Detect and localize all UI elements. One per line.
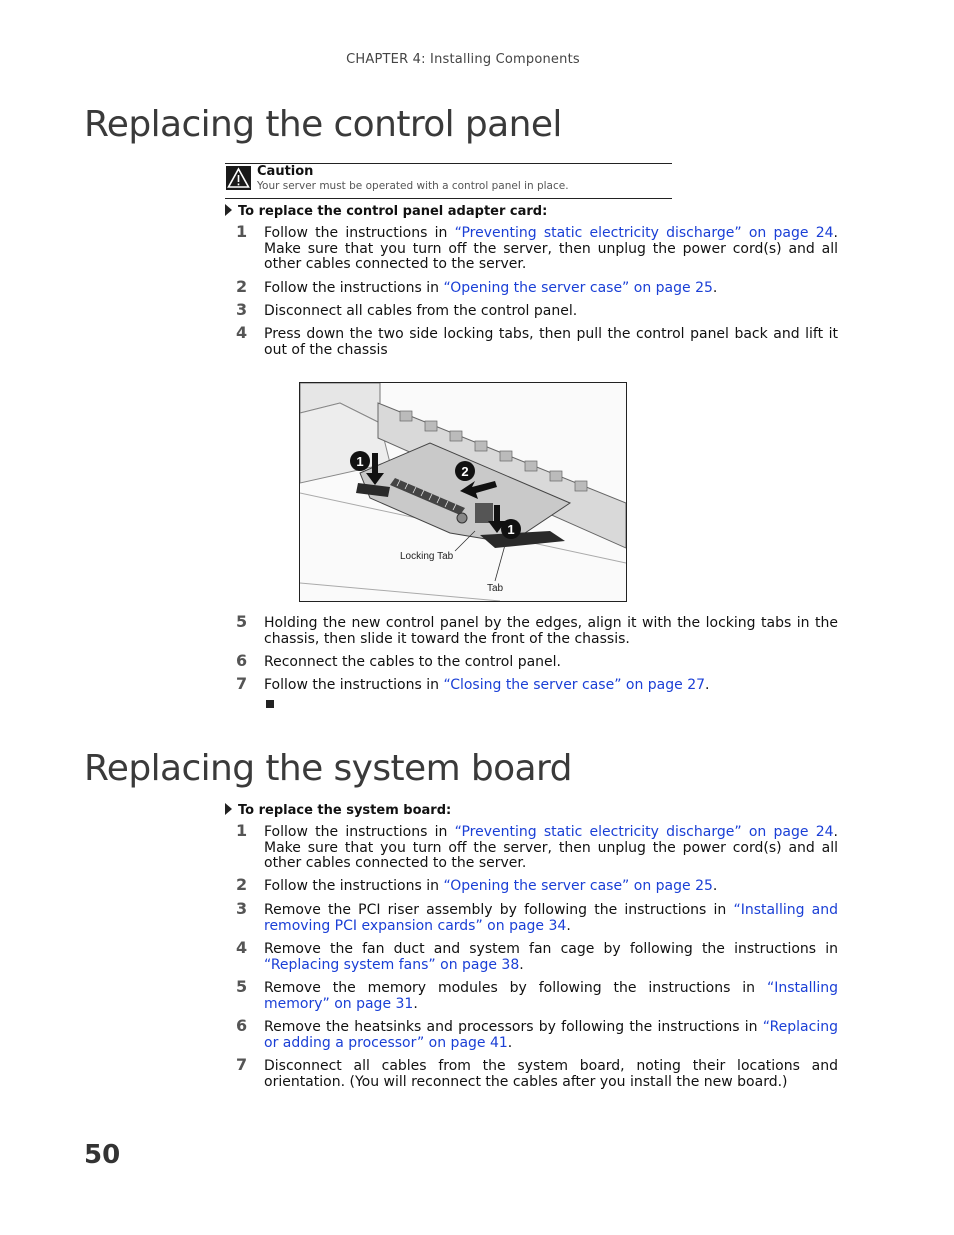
- callout-label-1b: 1: [507, 522, 515, 537]
- cross-reference-link[interactable]: “Installing and removing PCI expansion cards” on page 34: [264, 902, 838, 934]
- cross-reference-link[interactable]: “Opening the server case” on page 25: [443, 878, 713, 894]
- step-text: [264, 981, 838, 1012]
- procedure-title: To replace the control panel adapter card:: [238, 204, 548, 219]
- step-text: [264, 678, 838, 694]
- step-number: 6: [236, 651, 248, 670]
- cross-reference-link[interactable]: “Closing the server case” on page 27: [443, 677, 706, 693]
- figure-label-tab: Tab: [487, 583, 504, 594]
- step-text-tail: . Make sure that you turn off the server, then unplug the power cord(s) and all other cables connected to the server.: [264, 225, 838, 272]
- procedure-heading-system-board: [225, 803, 451, 818]
- step-text-body: Holding the new control panel by the edges, align it with the locking tabs in the chassis, then slide it toward the front of the chassis.: [264, 615, 838, 647]
- cross-reference-link[interactable]: “Installing memory” on page 31: [264, 980, 838, 1012]
- step-number: 1: [236, 222, 248, 241]
- cross-reference-link[interactable]: “Opening the server case” on page 25: [443, 280, 713, 296]
- step-text-tail: .: [705, 677, 710, 693]
- step-text-body: Press down the two side locking tabs, then pull the control panel back and lift it out of the chassis: [264, 326, 838, 358]
- running-head-text: CHAPTER 4: Installing Components: [346, 52, 580, 67]
- warning-triangle-icon: [226, 166, 251, 190]
- step-text: [264, 879, 838, 895]
- step-text-tail: . Make sure that you turn off the server, then unplug the power cord(s) and all other cables connected to the server.: [264, 824, 838, 871]
- step-text: [264, 1020, 838, 1051]
- running-head: [0, 52, 954, 67]
- step-text: [264, 903, 838, 934]
- caution-title: Caution: [257, 164, 314, 179]
- step-text-body: Remove the PCI riser assembly by following the instructions in: [264, 902, 734, 918]
- step-text: [264, 226, 838, 273]
- step-text: [264, 281, 838, 297]
- procedure-arrow-icon: [225, 803, 232, 815]
- step-number: 3: [236, 899, 248, 918]
- step-number: 3: [236, 300, 248, 319]
- step-text: [264, 304, 838, 320]
- step-number: 6: [236, 1016, 248, 1035]
- caution-text: Your server must be operated with a control panel in place.: [257, 180, 569, 192]
- step-text-tail: .: [519, 956, 524, 973]
- step-text: [264, 942, 838, 973]
- step-text-body: Remove the fan duct and system fan cage by following the instructions in: [264, 941, 838, 957]
- step-number: 2: [236, 277, 248, 296]
- cross-reference-link[interactable]: “Replacing or adding a processor” on page 41: [264, 1019, 838, 1051]
- step-text-body: Follow the instructions in: [264, 824, 455, 840]
- step-text-body: Remove the heatsinks and processors by following the instructions in: [264, 1019, 763, 1035]
- page-number: 50: [84, 1140, 121, 1170]
- callout-label-1a: 1: [356, 454, 364, 469]
- cross-reference-link[interactable]: “Preventing static electricity discharge” on page 24: [454, 824, 834, 840]
- section-title-control-panel: Replacing the control panel: [84, 104, 562, 145]
- step-text: [264, 655, 838, 671]
- step-text: [264, 825, 838, 872]
- step-text-tail: .: [413, 995, 418, 1012]
- step-text: [264, 327, 838, 358]
- procedure-title: To replace the system board:: [238, 803, 452, 818]
- procedure-heading-control-panel: [225, 204, 547, 219]
- step-number: 5: [236, 977, 248, 996]
- step-text-body: Follow the instructions in: [264, 878, 444, 894]
- figure-label-locking-tab: Locking Tab: [400, 551, 454, 562]
- step-text-body: Remove the memory modules by following the instructions in: [264, 980, 767, 996]
- step-number: 1: [236, 821, 248, 840]
- step-text-tail: .: [712, 280, 718, 296]
- step-text-body: Reconnect the cables to the control panel.: [264, 654, 562, 670]
- step-text: [264, 616, 838, 647]
- step-text-body: Follow the instructions in: [264, 280, 444, 296]
- cross-reference-link[interactable]: “Replacing system fans” on page 38: [264, 956, 520, 973]
- step-text-body: Follow the instructions in: [264, 225, 455, 241]
- step-text-body: Follow the instructions in: [264, 677, 444, 693]
- section-title-system-board: Replacing the system board: [84, 748, 572, 789]
- step-number: 5: [236, 612, 248, 631]
- step-text-body: Disconnect all cables from the system board, noting their locations and orientation. (You will reconnect the cables after you install the new board.): [264, 1058, 838, 1090]
- step-number: 7: [236, 674, 248, 693]
- step-number: 4: [236, 938, 248, 957]
- step-number: 4: [236, 323, 248, 342]
- control-panel-figure: [299, 382, 627, 602]
- callout-label-2: 2: [461, 464, 469, 479]
- end-of-procedure-mark: [266, 700, 274, 708]
- step-text-tail: .: [566, 917, 571, 934]
- step-number: 7: [236, 1055, 248, 1074]
- caution-box: [225, 163, 672, 199]
- step-text-body: Disconnect all cables from the control panel.: [264, 303, 578, 319]
- cross-reference-link[interactable]: “Preventing static electricity discharge” on page 24: [454, 225, 834, 241]
- step-text: [264, 1059, 838, 1090]
- step-number: 2: [236, 875, 248, 894]
- step-text-tail: .: [712, 878, 718, 894]
- step-text-tail: .: [507, 1034, 513, 1051]
- procedure-arrow-icon: [225, 204, 232, 216]
